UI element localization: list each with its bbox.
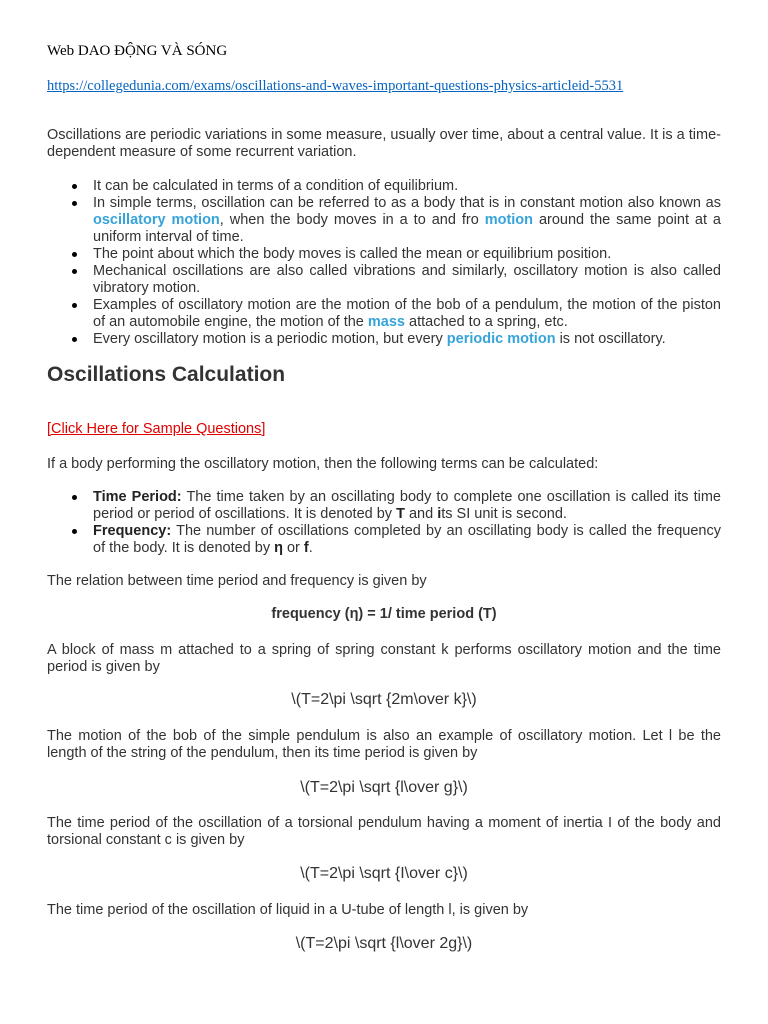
list-item-text: In simple terms, oscillation can be referred to as a body that is in constant motion also known as [93, 195, 721, 211]
section-heading: Oscillations Calculation [47, 363, 286, 386]
list-item [47, 195, 721, 246]
list-item-text: is not oscillatory. [555, 331, 666, 347]
keyword-link-motion[interactable]: motion [484, 212, 534, 228]
bold-letter-i: i [437, 506, 442, 522]
symbol-eta: η [274, 540, 283, 556]
list-item-text: The point about which the body moves is called the mean or equilibrium position. [93, 246, 612, 262]
pendulum-formula: \(T=2\pi \sqrt {l\over g}\) [300, 779, 468, 796]
relation-formula: frequency (η) = 1/ time period (T) [271, 606, 497, 622]
sample-questions-link[interactable]: [Click Here for Sample Questions] [47, 421, 266, 437]
list-item-text: It can be calculated in terms of a condition of equilibrium. [93, 178, 459, 194]
relation-paragraph: The relation between time period and frequency is given by [47, 573, 427, 589]
term-label-time-period: Time Period: [93, 489, 182, 505]
bullet-icon [72, 529, 77, 534]
list-item-text: The number of oscillations completed by an oscillating body is called the frequency of the body. It is denoted by [93, 523, 721, 556]
spring-formula: \(T=2\pi \sqrt {2m\over k}\) [291, 691, 477, 708]
list-item [47, 263, 721, 297]
list-item [47, 489, 721, 523]
source-url-link[interactable]: https://collegedunia.com/exams/oscillations-and-waves-important-questions-physics-articleid-5531 [47, 78, 624, 94]
list-item-text: . [308, 540, 313, 556]
intro-bullet-list [47, 178, 721, 348]
list-item-text: ts SI unit is second. [441, 506, 567, 522]
list-item [47, 523, 721, 557]
utube-paragraph: The time period of the oscillation of liquid in a U-tube of length l, is given by [47, 902, 529, 918]
list-item-text: The time taken by an oscillating body to complete one oscillation is called its time period or period of oscillations. It is denoted by [93, 489, 722, 522]
bullet-icon [72, 495, 77, 500]
list-item [47, 246, 721, 263]
symbol-f: f [303, 540, 309, 556]
bullet-icon [72, 303, 77, 308]
terms-intro-paragraph: If a body performing the oscillatory motion, then the following terms can be calculated: [47, 456, 599, 472]
list-item-text: attached to a spring, etc. [404, 314, 568, 330]
list-item-text: around the same point at a uniform interval of time. [93, 212, 721, 245]
keyword-link-oscillatory-motion[interactable]: oscillatory motion [93, 212, 220, 228]
bullet-icon [72, 201, 77, 206]
bullet-icon [72, 337, 77, 342]
torsional-formula: \(T=2\pi \sqrt {I\over c}\) [300, 865, 468, 882]
document-header-title: Web DAO ĐỘNG VÀ SÓNG [47, 43, 228, 59]
bullet-icon [72, 184, 77, 189]
symbol-T: T [396, 506, 405, 522]
intro-paragraph: Oscillations are periodic variations in some measure, usually over time, about a central value. It is a time-dependent measure of some recurrent variation. [47, 127, 721, 160]
bullet-icon [72, 252, 77, 257]
bullet-icon [72, 269, 77, 274]
term-label-frequency: Frequency: [93, 523, 172, 539]
spring-paragraph: A block of mass m attached to a spring of spring constant k performs oscillatory motion and the time period is given by [47, 642, 721, 675]
pendulum-paragraph: The motion of the bob of the simple pendulum is also an example of oscillatory motion. Let l be the length of the string of the pendulum, then its time period is given by [47, 728, 721, 761]
list-item [47, 178, 721, 195]
utube-formula: \(T=2\pi \sqrt {l\over 2g}\) [295, 935, 473, 952]
terms-bullet-list [47, 489, 721, 557]
list-item-text: Mechanical oscillations are also called vibrations and similarly, oscillatory motion is also called vibratory motion. [93, 263, 721, 296]
list-item-text: Every oscillatory motion is a periodic motion, but every [93, 331, 447, 347]
list-item-text: Examples of oscillatory motion are the motion of the bob of a pendulum, the motion of the piston of an automobile engine, the motion of the [93, 297, 721, 330]
list-item [47, 331, 721, 348]
list-item [47, 297, 721, 331]
list-item-text: , when the body moves in a to and fro [219, 212, 485, 228]
list-item-text: or [282, 540, 304, 556]
list-item-text: and [404, 506, 438, 522]
keyword-link-mass[interactable]: mass [367, 314, 405, 330]
keyword-link-periodic-motion[interactable]: periodic motion [446, 331, 556, 347]
torsional-paragraph: The time period of the oscillation of a torsional pendulum having a moment of inertia I of the body and torsional constant c is given by [47, 815, 721, 848]
